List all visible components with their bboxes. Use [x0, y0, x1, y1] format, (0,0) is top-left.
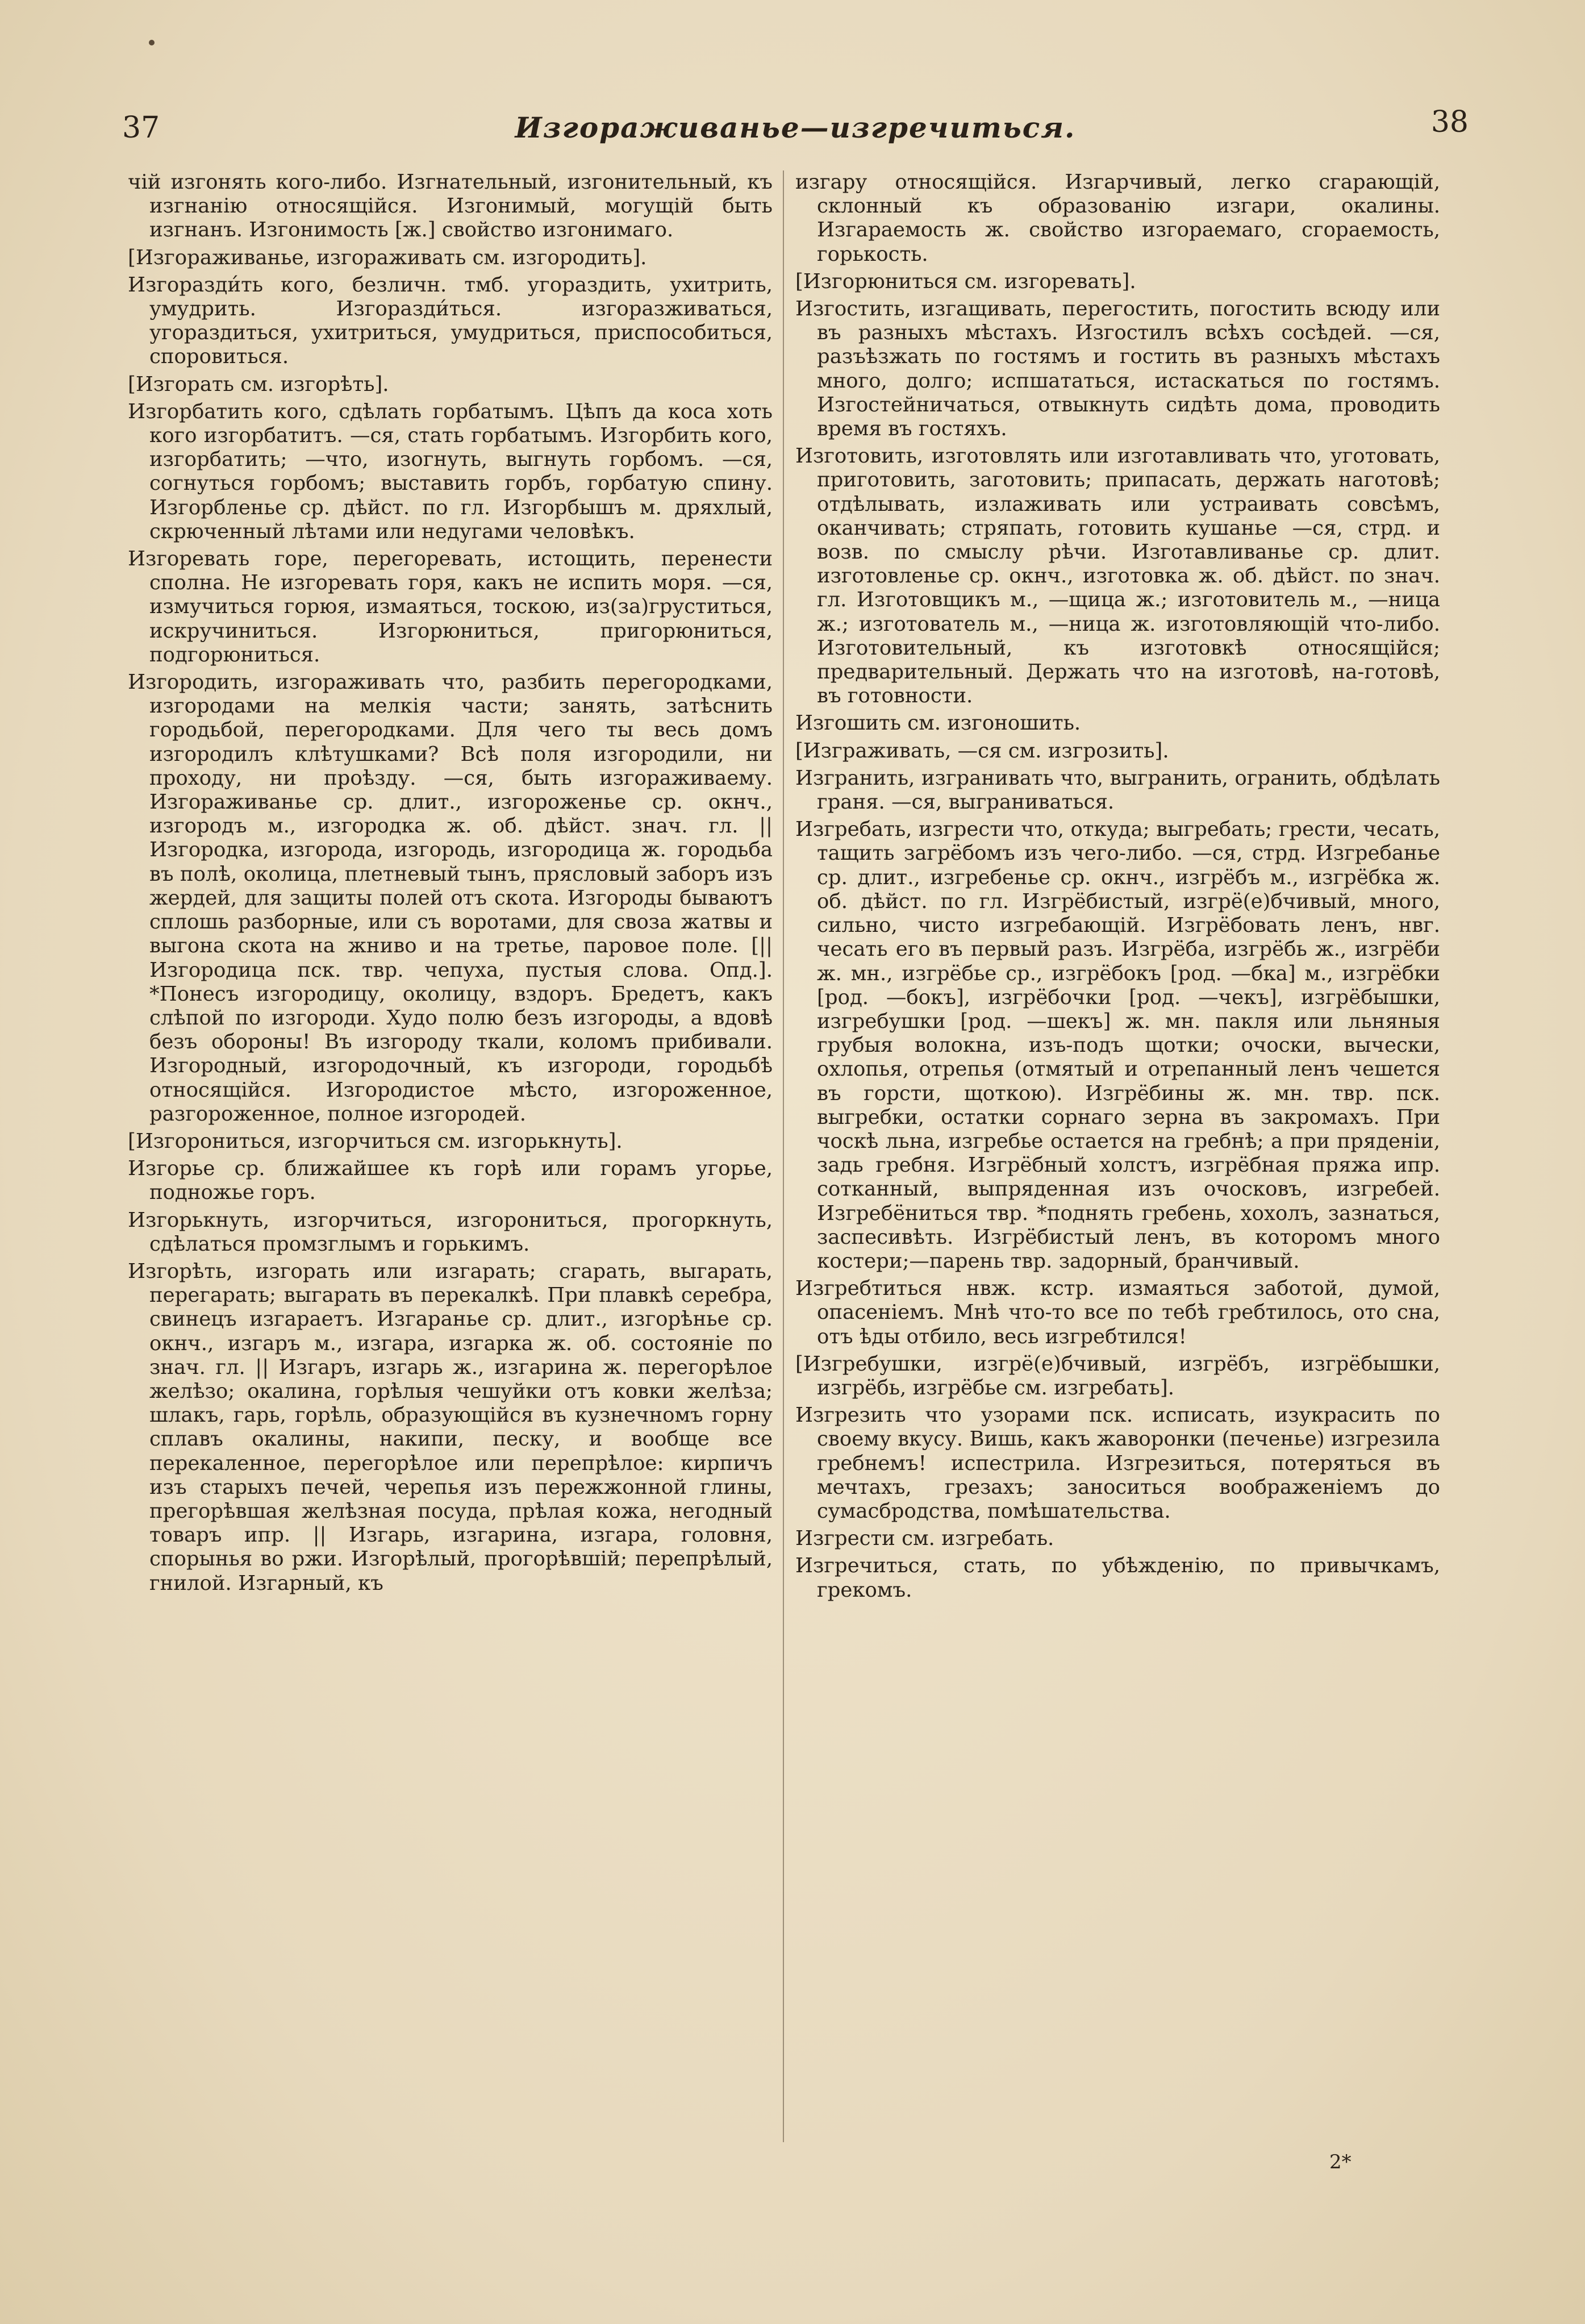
dictionary-entry: Изгородить, изгораживать что, разбить перегородками, изгородами на мелкія части; занять, затѣснить городьбой, перегородками. Для чего ты весь домъ изгородилъ клѣтушками? Всѣ поля изгородили, ни проходу, ни проѣзду. —ся, быть изгораживаему. Изгораживанье ср. длит., изгороженье ср. окнч., изгородъ м., изгородка ж. об. дѣйст. знач. гл. || Изгородка, изгорода, изгородь, изгородица ж. городьба въ полѣ, околица, плетневый тынъ, прясловый заборъ изъ жердей, для защиты полей отъ скота. Изгороды бываютъ сплошь разборные, или съ воротами, для своза жатвы и выгона скота на жниво и на третье, паровое поле. [|| Изгородица пск. твр. чепуха, пустыя слова. Опд.]. *Понесъ изгородицу, околицу, вздоръ. Бредетъ, какъ слѣпой по изгороди. Худо полю безъ изгороды, а вдовѣ безъ обороны! Въ изгороду ткали, коломъ прибивали. Изгородный, изгородочный, къ изгороди, городьбѣ относящійся. Изгородистое мѣсто, изгороженное, разгороженное, полное изгородей. — [128, 670, 773, 1126]
dictionary-entry: Изгорѣть, изгорать или изгарать; сгарать, выгарать, перегарать; выгарать въ перекалкѣ. При плавкѣ серебра, свинецъ изгараетъ. Изгаранье ср. длит., изгорѣнье ср. окнч., изгаръ м., изгара, изгарка ж. об. состояніе по знач. гл. || Изгаръ, изгарь ж., изгарина ж. перегорѣлое желѣзо; окалина, горѣлыя чешуйки отъ ковки желѣза; шлакъ, гарь, горѣль, образующійся въ кузнечномъ горну сплавъ окалины, накипи, песку, и вообще все перекаленное, перегорѣлое или перепрѣлое: кирпичъ изъ старыхъ печей, черепья изъ пережжонной глины, прегорѣвшая желѣзная посуда, прѣлая кожа, негодный товаръ ипр. || Изгарь, изгарина, изгара, головня, спорынья во ржи. Изгорѣлый, прогорѣвшій; перепрѣлый, гнилой. Изгарный, къ — [128, 1259, 773, 1595]
dictionary-entry: Изгоревать горе, перегоревать, истощить, перенести сполна. Не изгоревать горя, какъ не испить моря. —ся, измучиться горюя, измаяться, тоскою, из(за)груститься, искручиниться. Изгорюниться, пригорюниться, подгорюниться. — [128, 547, 773, 667]
dictionary-entry: Изгорькнуть, изгорчиться, изгорониться, прогоркнуть, сдѣлаться промзглымъ и горькимъ. — [128, 1208, 773, 1256]
signature-mark: 2* — [1329, 2151, 1352, 2173]
dictionary-entry: Изгоразди́ть кого, безличн. тмб. угораздить, ухитрить, умудрить. Изгоразди́ться. изгоразживаться, угораздиться, ухитриться, умудриться, приспособиться, споровиться. — [128, 273, 773, 369]
ink-speck — [149, 40, 155, 45]
page-number-right: 38 — [1430, 105, 1469, 139]
dictionary-entry: Изгрезить что узорами пск. исписать, изукрасить по своему вкусу. Вишь, какъ жаворонки (печенье) изгрезила гребнемъ! испестрила. Изгрезиться, потеряться въ мечтахъ, грезахъ; заноситься воображеніемъ до сумасбродства, помѣшательства. — [795, 1403, 1440, 1523]
dictionary-entry: [Изгребушки, изгрё(е)бчивый, изгрёбъ, изгрёбышки, изгрёбь, изгрёбье см. изгребать]. — [795, 1352, 1440, 1400]
dictionary-entry: [Изгорониться, изгорчиться см. изгорькнуть]. — [128, 1129, 623, 1153]
dictionary-entry: Изгошить см. изгоношить. — [795, 711, 1081, 735]
dictionary-entry: Изгребтиться нвж. кстр. измаяться заботой, думой, опасеніемъ. Мнѣ что-то все по тебѣ гребтилось, ото сна, отъ ѣды отбило, весь изгребтился! — [795, 1277, 1440, 1348]
left-column — [128, 170, 773, 1599]
page-number-left: 37 — [122, 111, 160, 145]
page-header — [122, 105, 1469, 151]
dictionary-entry: Изгорбатить кого, сдѣлать горбатымъ. Цѣпъ да коса хоть кого изгорбатитъ. —ся, стать горбатымъ. Изгорбить кого, изгорбатить; —что, изогнуть, выгнуть горбомъ. —ся, согнуться горбомъ; выставить горбъ, горбатую спину. Изгорбленье ср. дѣйст. по гл. Изгорбышъ м. дряхлый, скрюченный лѣтами или недугами человѣкъ. — [128, 399, 773, 543]
dictionary-entry: чій изгонять кого-либо. Изгнательный, изгонительный, къ изгнанію относящійся. Изгонимый, могущій быть изгнанъ. Изгонимость [ж.] свойство изгонимаго. — [128, 170, 773, 242]
dictionary-entry: [Изгорюниться см. изгоревать]. — [795, 269, 1136, 293]
dictionary-entry: [Изграживать, —ся см. изгрозить]. — [795, 739, 1169, 763]
column-divider — [783, 170, 784, 2142]
dictionary-entry: Изгранить, изгранивать что, выгранить, огранить, обдѣлать граня. —ся, выграниваться. — [795, 766, 1440, 814]
dictionary-entry: Изгорье ср. ближайшее къ горѣ или горамъ угорье, подножье горъ. — [128, 1157, 773, 1205]
dictionary-entry: [Изгорать см. изгорѣть]. — [128, 372, 389, 396]
dictionary-entry: [Изгораживанье, изгораживать см. изгородить]. — [128, 245, 647, 269]
right-column — [795, 170, 1440, 1606]
dictionary-entry: Изгостить, изгащивать, перегостить, погостить всюду или въ разныхъ мѣстахъ. Изгостилъ всѣхъ сосѣдей. —ся, разъѣзжать по гостямъ и гостить въ разныхъ мѣстахъ много, долго; испшататься, истаскаться по гостямъ. Изгостейничаться, отвыкнуть сидѣть дома, проводить время въ гостяхъ. — [795, 297, 1440, 441]
dictionary-entry: изгару относящійся. Изгарчивый, легко сгарающій, склонный къ образованію изгари, окалины. Изгараемость ж. свойство изгораемаго, сгораемость, горькость. — [795, 170, 1440, 266]
running-title: Изгораживанье—изгречиться. — [515, 111, 1076, 144]
dictionary-entry: Изгрести см. изгребать. — [795, 1527, 1054, 1551]
dictionary-entry: Изгречиться, стать, по убѣжденію, по привычкамъ, грекомъ. — [795, 1554, 1440, 1602]
dictionary-entry: Изгребать, изгрести что, откуда; выгребать; грести, чесать, тащить загрёбомъ изъ чего-либо. —ся, стрд. Изгребанье ср. длит., изгребенье ср. окнч., изгрёбъ м., изгрёбка ж. об. дѣйст. по гл. Изгрёбистый, изгрё(е)бчивый, много, сильно, чисто изгребающій. Изгрёбовать ленъ, нвг. чесать его въ первый разъ. Изгрёба, изгрёбь ж., изгрёби ж. мн., изгрёбье ср., изгрёбокъ [род. —бка] м., изгрёбки [род. —бокъ], изгрёбочки [род. —чекъ], изгрёбышки, изгребушки [род. —шекъ] ж. мн. пакля или льняныя грубыя волокна, изъ-подъ щотки; очоски, вычески, охлопья, отрепья (отмятый и отрепанный ленъ чешется въ горсти, щоткою). Изгрёбины ж. мн. твр. пск. выгребки, остатки сорнаго зерна въ закромахъ. При чоскѣ льна, изгребье остается на гребнѣ; а при пряденіи, задь гребня. Изгрёбный холстъ, изгрёбная пряжа ипр. сотканный, выпряденная изъ очосковъ, изгребей. Изгребёниться твр. *поднять гребень, хохолъ, зазнаться, заспесивѣть. Изгрёбистый ленъ, въ которомъ много костери;—парень твр. задорный, бранчивый. — [795, 818, 1440, 1273]
dictionary-entry: Изготовить, изготовлять или изготавливать что, уготовать, приготовить, заготовить; припасать, держать наготовѣ; отдѣлывать, излаживать или устраивать совсѣмъ, оканчивать; стряпать, готовить кушанье —ся, стрд. и возв. по смыслу рѣчи. Изготавливанье ср. длит. изготовленье ср. окнч., изготовка ж. об. дѣйст. по знач. гл. Изготовщикъ м., —щица ж.; изготовитель м., —ница ж.; изготователь м., —ница ж. изготовляющій что-либо. Изготовительный, къ изготовкѣ относящійся; предварительный. Держать что на изготовѣ, на-готовѣ, въ готовности. — [795, 444, 1440, 708]
